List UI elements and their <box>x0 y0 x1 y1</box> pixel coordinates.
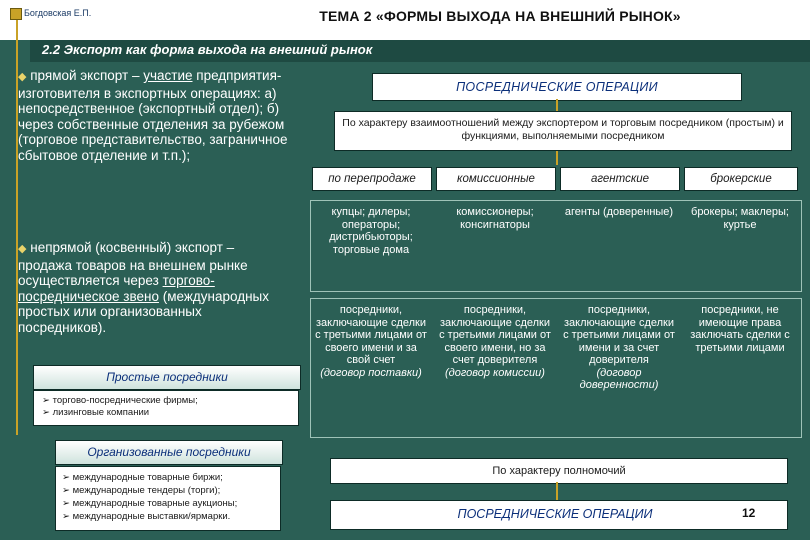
logo-square-icon <box>10 8 22 20</box>
direct-export-text: предприятия-изготовителя в экспортных операциях: а) непосредственное (экспортный отдел); б) через собственные отделения за рубежом (торговое представительство, заграничное сбытовое отделение и т.п.); <box>18 68 288 163</box>
intermediary-operations-title: ПОСРЕДНИЧЕСКИЕ ОПЕРАЦИИ <box>372 73 742 101</box>
author-label: Богдовская Е.П. <box>24 8 92 18</box>
direct-export-block <box>18 68 288 163</box>
list-item: ➢ международные выставки/ярмарки. <box>62 511 231 522</box>
indirect-export-block <box>18 240 288 335</box>
col-desc-commission-group <box>436 304 554 379</box>
list-item: ➢ торгово-посреднические фирмы; <box>42 395 198 406</box>
col-head-commission: комиссионные <box>436 167 556 191</box>
page-number: 12 <box>742 506 756 520</box>
direct-export-lead: прямой экспорт <box>30 68 129 83</box>
dash: – <box>128 68 144 83</box>
col-who-agency: агенты (доверенные) <box>564 206 674 218</box>
list-item: ➢ международные тендеры (торги); <box>62 485 221 496</box>
col-head-brokerage: брокерские <box>684 167 798 191</box>
simple-intermediaries-title: Простые посредники <box>33 365 301 390</box>
simple-intermediaries-list <box>33 390 299 426</box>
col-who-resale: купцы; дилеры; операторы; дистрибьюторы; торговые дома <box>329 206 413 256</box>
relationship-criteria-box: По характеру взаимоотношений между экспортером и торговым посредником (простым) и функциями, выполняемыми посредником <box>334 111 792 151</box>
indirect-underlined: торгово-посредническое звено <box>18 273 215 304</box>
section-subtitle: 2.2 Экспорт как форма выхода на внешний рынок <box>42 42 373 57</box>
page-title: ТЕМА 2 «ФОРМЫ ВЫХОДА НА ВНЕШНИЙ РЫНОК» <box>319 8 681 24</box>
indirect-export-text-b: (международных простых или организованных посредников). <box>18 288 269 335</box>
intermediary-operations-bottom-title: ПОСРЕДНИЧЕСКИЕ ОПЕРАЦИИ <box>457 507 653 521</box>
col-who-brokerage: брокеры; маклеры; куртье <box>691 206 789 231</box>
col-desc-brokerage: посредники, не имеющие права заключать сделки с третьими лицами <box>690 304 790 354</box>
col-head-agency: агентские <box>560 167 680 191</box>
col-doc-resale: (договор поставки) <box>320 366 422 379</box>
diamond-bullet-icon: ◆ <box>18 243 27 255</box>
organized-intermediaries-list <box>55 466 281 531</box>
col-desc-resale: посредники, заключающие сделки с третьими лицами от своего имени и за свой счет <box>315 304 427 366</box>
connector-line <box>556 99 558 111</box>
list-item: ➢ международные товарные аукционы; <box>62 498 238 509</box>
authority-criteria-box: По характеру полномочий <box>330 458 788 484</box>
col-doc-agency: (договор доверенности) <box>579 366 659 391</box>
diamond-bullet-icon: ◆ <box>18 71 27 83</box>
list-item: ➢ международные товарные биржи; <box>62 472 223 483</box>
col-desc-brokerage-group <box>684 304 796 354</box>
connector-line <box>556 482 558 500</box>
organized-intermediaries-title: Организованные посредники <box>55 440 283 465</box>
indirect-export-lead: непрямой (косвенный) экспорт <box>30 240 223 255</box>
connector-line <box>556 151 558 165</box>
col-desc-agency-group <box>560 304 678 392</box>
col-desc-commission: посредники, заключающие сделки с третьими лицами от своего имени, но за счет доверителя <box>439 304 551 366</box>
col-desc-agency: посредники, заключающие сделки с третьими лицами от имени и за счет доверителя <box>563 304 675 366</box>
col-who-commission: комиссионеры; консигнаторы <box>456 206 534 231</box>
indirect-export-text-a: – продажа товаров на внешнем рынке осуществляется через <box>18 240 248 288</box>
col-desc-resale-group <box>312 304 430 379</box>
col-doc-commission: (договор комиссии) <box>445 366 545 379</box>
list-item: ➢ лизинговые компании <box>42 407 150 418</box>
direct-underlined: участие <box>143 68 193 83</box>
col-head-resale: по перепродаже <box>312 167 432 191</box>
